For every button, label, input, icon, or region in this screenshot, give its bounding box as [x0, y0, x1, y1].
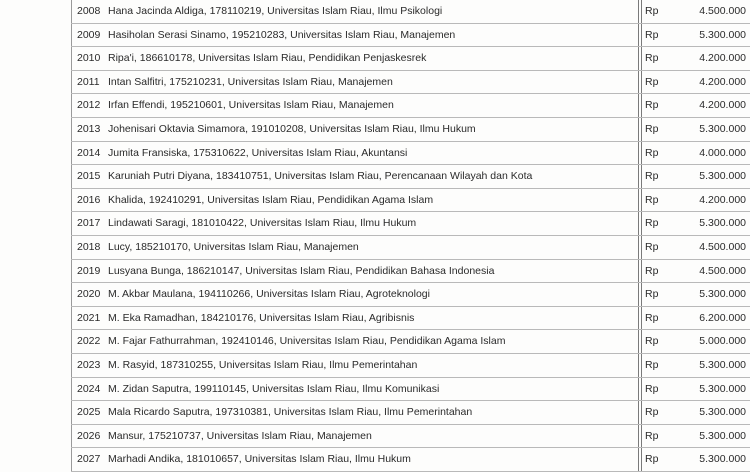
- table-row: [71, 47, 750, 71]
- currency-label: Rp: [645, 406, 659, 419]
- row-number: 2011: [77, 75, 100, 88]
- row-amount: 5.300.000: [699, 406, 746, 419]
- row-description: Khalida, 192410291, Universitas Islam Riau, Pendidikan Agama Islam: [108, 193, 434, 206]
- currency-label: Rp: [645, 335, 659, 348]
- row-number: 2019: [77, 264, 101, 277]
- row-number: 2024: [77, 382, 101, 395]
- row-description: Hasiholan Serasi Sinamo, 195210283, Universitas Islam Riau, Manajemen: [108, 28, 456, 41]
- table-row: [71, 354, 750, 378]
- row-amount: 5.300.000: [699, 429, 746, 442]
- currency-label: Rp: [645, 288, 659, 301]
- currency-label: Rp: [645, 5, 659, 17]
- row-description: Irfan Effendi, 195210601, Universitas Islam Riau, Manajemen: [108, 99, 394, 112]
- row-number: 2014: [77, 146, 101, 159]
- row-description: Jumita Fransiska, 175310622, Universitas Islam Riau, Akuntansi: [108, 146, 408, 159]
- table-row: [71, 378, 750, 402]
- row-amount: 4.000.000: [699, 146, 746, 159]
- row-description: Ripa'i, 186610178, Universitas Islam Riau, Pendidikan Penjaskesrek: [108, 52, 427, 65]
- scholarship-table: [71, 0, 750, 472]
- row-amount: 5.300.000: [699, 453, 746, 466]
- currency-label: Rp: [645, 146, 659, 159]
- table-row: [71, 307, 750, 331]
- row-amount: 5.000.000: [699, 335, 746, 348]
- row-number: 2017: [77, 217, 101, 230]
- row-description: Mansur, 175210737, Universitas Islam Riau, Manajemen: [108, 429, 372, 442]
- row-description: Lindawati Saragi, 181010422, Universitas Islam Riau, Ilmu Hukum: [108, 217, 417, 230]
- row-number: 2018: [77, 240, 101, 253]
- currency-label: Rp: [645, 264, 659, 277]
- row-description: Hana Jacinda Aldiga, 178110219, Universitas Islam Riau, Ilmu Psikologi: [108, 5, 443, 17]
- table-row: [71, 448, 750, 472]
- row-number: 2012: [77, 99, 101, 112]
- row-number: 2025: [77, 406, 101, 419]
- table-row: [71, 236, 750, 260]
- table-row: [71, 425, 750, 449]
- row-description: M. Eka Ramadhan, 184210176, Universitas Islam Riau, Agribisnis: [108, 311, 415, 324]
- currency-label: Rp: [645, 99, 659, 112]
- row-description: Lucy, 185210170, Universitas Islam Riau, Manajemen: [108, 240, 359, 253]
- row-description: M. Fajar Fathurrahman, 192410146, Universitas Islam Riau, Pendidikan Agama Islam: [108, 335, 506, 348]
- table-row: [71, 260, 750, 284]
- currency-label: Rp: [645, 382, 659, 395]
- currency-label: Rp: [645, 193, 659, 206]
- currency-label: Rp: [645, 122, 659, 135]
- row-description: M. Zidan Saputra, 199110145, Universitas Islam Riau, Ilmu Komunikasi: [108, 382, 440, 395]
- table-row: [71, 165, 750, 189]
- row-description: Johenisari Oktavia Simamora, 191010208, Universitas Islam Riau, Ilmu Hukum: [108, 122, 476, 135]
- row-amount: 5.300.000: [699, 358, 746, 371]
- currency-label: Rp: [645, 52, 659, 65]
- row-number: 2023: [77, 358, 101, 371]
- row-number: 2013: [77, 122, 101, 135]
- row-number: 2022: [77, 335, 101, 348]
- row-number: 2020: [77, 288, 101, 301]
- row-description: Lusyana Bunga, 186210147, Universitas Islam Riau, Pendidikan Bahasa Indonesia: [108, 264, 495, 277]
- row-number: 2015: [77, 170, 101, 183]
- table-row: [71, 71, 750, 95]
- table-row: [71, 401, 750, 425]
- table-row: [71, 212, 750, 236]
- currency-label: Rp: [645, 311, 659, 324]
- row-description: Karuniah Putri Diyana, 183410751, Universitas Islam Riau, Perencanaan Wilayah dan Kota: [108, 170, 533, 183]
- currency-label: Rp: [645, 358, 659, 371]
- row-amount: 4.500.000: [699, 5, 746, 17]
- row-description: Intan Salfitri, 175210231, Universitas Islam Riau, Manajemen: [108, 75, 393, 88]
- currency-label: Rp: [645, 28, 659, 41]
- row-number: 2009: [77, 28, 101, 41]
- currency-label: Rp: [645, 429, 659, 442]
- currency-label: Rp: [645, 170, 659, 183]
- row-amount: 6.200.000: [699, 311, 746, 324]
- row-description: M. Akbar Maulana, 194110266, Universitas Islam Riau, Agroteknologi: [108, 288, 430, 301]
- row-amount: 4.200.000: [699, 193, 746, 206]
- table-row: [71, 283, 750, 307]
- row-amount: 4.500.000: [699, 264, 746, 277]
- row-amount: 4.500.000: [699, 240, 746, 253]
- currency-label: Rp: [645, 217, 659, 230]
- table-row: [71, 118, 750, 142]
- row-description: M. Rasyid, 187310255, Universitas Islam Riau, Ilmu Pemerintahan: [108, 358, 418, 371]
- row-amount: 4.200.000: [699, 52, 746, 65]
- row-amount: 5.300.000: [699, 28, 746, 41]
- row-amount: 5.300.000: [699, 122, 746, 135]
- currency-label: Rp: [645, 453, 659, 466]
- row-amount: 5.300.000: [699, 217, 746, 230]
- row-amount: 5.300.000: [699, 170, 746, 183]
- row-number: 2016: [77, 193, 101, 206]
- row-number: 2026: [77, 429, 101, 442]
- row-description: Marhadi Andika, 181010657, Universitas Islam Riau, Ilmu Hukum: [108, 453, 411, 466]
- table-row: [71, 0, 750, 24]
- row-number: 2021: [77, 311, 101, 324]
- currency-label: Rp: [645, 75, 659, 88]
- row-description: Mala Ricardo Saputra, 197310381, Universitas Islam Riau, Ilmu Pemerintahan: [108, 406, 473, 419]
- row-number: 2010: [77, 52, 101, 65]
- currency-label: Rp: [645, 240, 659, 253]
- table-row: [71, 330, 750, 354]
- table-row: [71, 24, 750, 48]
- row-number: 2008: [77, 5, 101, 17]
- table-row: [71, 94, 750, 118]
- row-number: 2027: [77, 453, 101, 466]
- table-row: [71, 142, 750, 166]
- table-row: [71, 189, 750, 213]
- row-amount: 4.200.000: [699, 99, 746, 112]
- row-amount: 5.300.000: [699, 288, 746, 301]
- row-amount: 4.200.000: [699, 75, 746, 88]
- row-amount: 5.300.000: [699, 382, 746, 395]
